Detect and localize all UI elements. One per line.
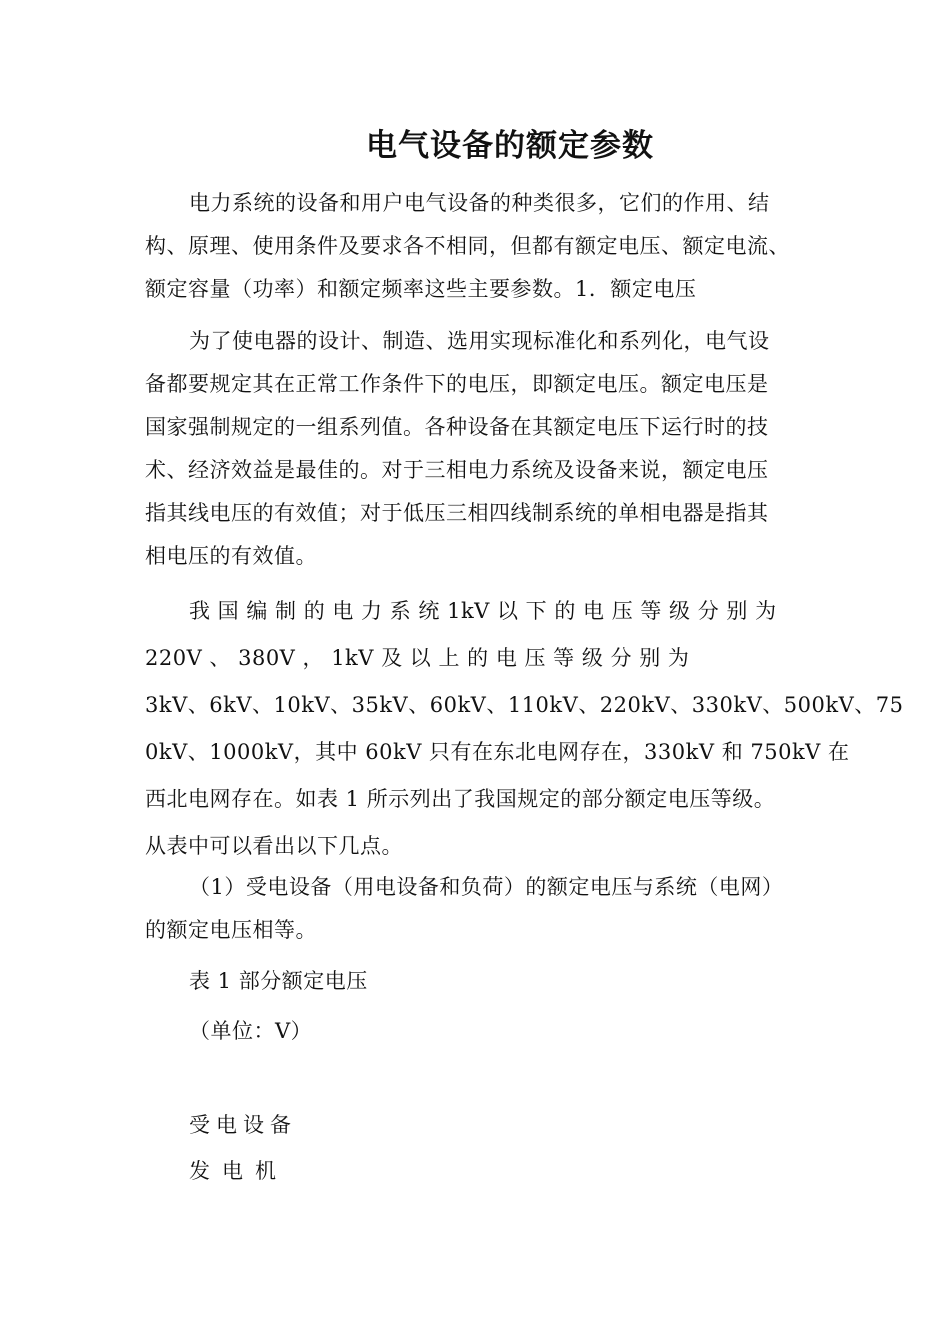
paragraph-line: 220V 、 380V ， 1kV 及 以 上 的 电 压 等 级 分 别 为: [145, 646, 690, 670]
paragraph-line: 相电压的有效值。: [145, 544, 317, 568]
paragraph-voltage-levels: [145, 588, 904, 870]
table-unit: （单位：V）: [189, 1019, 313, 1043]
paragraph-line: 从表中可以看出以下几点。: [145, 834, 403, 858]
paragraph-line: 额定容量（功率）和额定频率这些主要参数。1．额定电压: [145, 277, 697, 301]
paragraph-line: 西北电网存在。如表 1 所示列出了我国规定的部分额定电压等级。: [145, 787, 776, 811]
table-caption: 表 1 部分额定电压: [189, 969, 368, 993]
paragraph-point-1: [145, 866, 815, 952]
paragraph-line: 的额定电压相等。: [145, 918, 317, 942]
paragraph-line: 构、原理、使用条件及要求各不相同，但都有额定电压、额定电流、: [145, 234, 790, 258]
document-title: 电气设备的额定参数: [366, 128, 654, 164]
paragraph-line: 指其线电压的有效值；对于低压三相四线制系统的单相电器是指其: [145, 501, 769, 525]
paragraph-line: 为了使电器的设计、制造、选用实现标准化和系列化，电气设: [189, 329, 770, 353]
paragraph-line: 我 国 编 制 的 电 力 系 统 1kV 以 下 的 电 压 等 级 分 别 为: [189, 599, 777, 623]
paragraph-line: 0kV、1000kV，其中 60kV 只有在东北电网存在，330kV 和 750kV 在: [145, 740, 850, 764]
paragraph-intro: [145, 182, 815, 311]
paragraph-rated-voltage-definition: [145, 320, 815, 578]
paragraph-line: 国家强制规定的一组系列值。各种设备在其额定电压下运行时的技: [145, 415, 769, 439]
table-cell-receiving-equipment: 受电设备: [189, 1113, 297, 1137]
paragraph-line: 术、经济效益是最佳的。对于三相电力系统及设备来说，额定电压: [145, 458, 769, 482]
paragraph-line: 电力系统的设备和用户电气设备的种类很多，它们的作用、结: [189, 191, 770, 215]
table-cell-generator: 发电机: [189, 1159, 288, 1183]
paragraph-line: 3kV、6kV、10kV、35kV、60kV、110kV、220kV、330kV、500kV、75: [145, 693, 904, 717]
paragraph-line: 备都要规定其在正常工作条件下的电压，即额定电压。额定电压是: [145, 372, 769, 396]
paragraph-line: （1）受电设备（用电设备和负荷）的额定电压与系统（电网）: [189, 875, 784, 899]
